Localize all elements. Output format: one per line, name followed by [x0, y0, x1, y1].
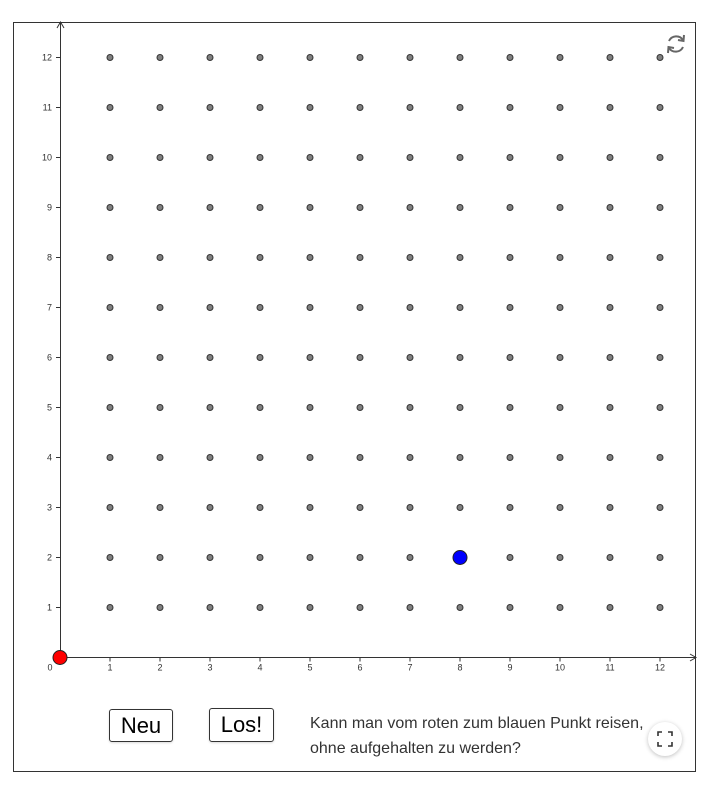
lattice-point	[457, 205, 463, 211]
lattice-point	[207, 255, 213, 261]
lattice-point	[607, 55, 613, 61]
lattice-point	[257, 505, 263, 511]
lattice-point	[657, 355, 663, 361]
lattice-point	[557, 155, 563, 161]
lattice-point	[607, 305, 613, 311]
x-tick-label: 3	[207, 662, 213, 673]
lattice-point	[307, 455, 313, 461]
axis-ticks	[42, 53, 665, 673]
lattice-point	[207, 355, 213, 361]
y-tick-label: 8	[46, 252, 52, 263]
lattice-point	[507, 605, 513, 611]
blue-point[interactable]	[453, 551, 467, 565]
lattice-point	[157, 155, 163, 161]
lattice-point	[307, 255, 313, 261]
lattice-point	[207, 105, 213, 111]
lattice-point	[107, 55, 113, 61]
lattice-point	[507, 255, 513, 261]
y-tick-label: 6	[46, 352, 52, 363]
lattice-point	[107, 505, 113, 511]
lattice-point	[207, 305, 213, 311]
lattice-point	[457, 355, 463, 361]
lattice-point	[407, 305, 413, 311]
lattice-point	[207, 155, 213, 161]
lattice-point	[107, 355, 113, 361]
lattice-point	[307, 355, 313, 361]
x-tick-label: 2	[157, 662, 163, 673]
lattice-point	[507, 555, 513, 561]
lattice-point	[557, 205, 563, 211]
lattice-point	[457, 55, 463, 61]
lattice-point	[307, 505, 313, 511]
lattice-point	[307, 405, 313, 411]
lattice-point	[657, 555, 663, 561]
lattice-point	[257, 555, 263, 561]
lattice-point	[657, 405, 663, 411]
lattice-point	[607, 205, 613, 211]
lattice-point	[507, 355, 513, 361]
lattice-point	[357, 305, 363, 311]
reset-icon[interactable]	[664, 32, 688, 56]
lattice-point	[407, 255, 413, 261]
lattice-point	[107, 155, 113, 161]
lattice-point	[257, 455, 263, 461]
lattice-point	[257, 255, 263, 261]
lattice-point	[457, 455, 463, 461]
lattice-point	[507, 305, 513, 311]
x-tick-label: 10	[554, 662, 566, 673]
lattice-point	[357, 105, 363, 111]
lattice-point	[307, 305, 313, 311]
lattice-point	[107, 555, 113, 561]
lattice-point	[557, 555, 563, 561]
lattice-point	[507, 105, 513, 111]
x-tick-label: 12	[654, 662, 666, 673]
lattice-point	[657, 255, 663, 261]
lattice-point	[457, 505, 463, 511]
lattice-point	[557, 255, 563, 261]
lattice-point	[357, 455, 363, 461]
lattice-point	[507, 55, 513, 61]
lattice-point	[357, 555, 363, 561]
lattice-point	[157, 355, 163, 361]
lattice-point	[657, 305, 663, 311]
lattice-point	[657, 505, 663, 511]
y-tick-label: 10	[41, 152, 52, 163]
y-tick-label: 3	[46, 502, 52, 513]
lattice-point	[257, 105, 263, 111]
lattice-point	[407, 55, 413, 61]
lattice-point	[107, 105, 113, 111]
lattice-point	[107, 255, 113, 261]
y-tick-label: 11	[42, 102, 52, 113]
x-tick-label: 5	[307, 662, 313, 673]
lattice-point	[207, 205, 213, 211]
lattice-point	[257, 405, 263, 411]
x-tick-label: 9	[507, 662, 513, 673]
lattice-point	[157, 205, 163, 211]
lattice-point	[657, 55, 663, 61]
lattice-point	[557, 355, 563, 361]
lattice-point	[607, 505, 613, 511]
lattice-point	[607, 455, 613, 461]
lattice-point	[457, 605, 463, 611]
lattice-point	[157, 105, 163, 111]
lattice-point	[157, 255, 163, 261]
x-tick-label: 1	[107, 662, 113, 673]
lattice-point	[357, 355, 363, 361]
y-tick-label: 2	[46, 552, 52, 563]
lattice-point	[157, 605, 163, 611]
lattice-point	[657, 605, 663, 611]
new-button[interactable]: Neu	[109, 709, 173, 742]
lattice-point	[107, 405, 113, 411]
lattice-point	[557, 305, 563, 311]
lattice-point	[357, 55, 363, 61]
red-point[interactable]	[53, 651, 67, 665]
y-tick-label: 9	[46, 202, 52, 213]
lattice-point	[257, 55, 263, 61]
x-tick-label: 6	[357, 662, 363, 673]
y-tick-label: 1	[46, 602, 52, 613]
question-line-1: Kann man vom roten zum blauen Punkt reisen,	[310, 715, 644, 732]
lattice-point	[607, 255, 613, 261]
lattice-point	[657, 105, 663, 111]
lattice-point	[407, 405, 413, 411]
lattice-point	[157, 405, 163, 411]
lattice-point	[157, 505, 163, 511]
lattice-point	[607, 405, 613, 411]
lattice-point	[257, 205, 263, 211]
lattice-point	[507, 155, 513, 161]
lattice-point	[307, 105, 313, 111]
lattice-point	[357, 505, 363, 511]
lattice-point	[307, 205, 313, 211]
fullscreen-icon	[657, 731, 673, 747]
lattice-point	[207, 555, 213, 561]
lattice-point	[407, 155, 413, 161]
x-tick-label: 7	[407, 662, 413, 673]
go-button[interactable]: Los!	[209, 708, 274, 742]
fullscreen-button[interactable]	[648, 722, 682, 756]
lattice-point	[207, 605, 213, 611]
lattice-point	[157, 555, 163, 561]
lattice-point	[507, 205, 513, 211]
lattice-point	[507, 505, 513, 511]
lattice-point	[407, 205, 413, 211]
question-line-2: ohne aufgehalten zu werden?	[310, 740, 521, 757]
lattice-point	[557, 455, 563, 461]
lattice-point	[507, 455, 513, 461]
lattice-point	[407, 105, 413, 111]
lattice-point	[107, 305, 113, 311]
lattice-point	[457, 105, 463, 111]
question-text	[310, 711, 655, 761]
y-tick-label: 7	[46, 302, 52, 313]
y-tick-label: 12	[41, 52, 52, 63]
lattice-point	[407, 505, 413, 511]
lattice-point	[207, 505, 213, 511]
lattice-point	[257, 305, 263, 311]
lattice-point	[607, 355, 613, 361]
lattice-point	[557, 605, 563, 611]
lattice-points	[107, 55, 663, 611]
y-tick-label: 5	[46, 402, 52, 413]
lattice-point	[307, 605, 313, 611]
lattice-point	[107, 205, 113, 211]
lattice-point	[607, 155, 613, 161]
lattice-point	[407, 555, 413, 561]
lattice-point	[657, 155, 663, 161]
y-tick-label: 4	[46, 452, 52, 463]
lattice-point	[207, 405, 213, 411]
lattice-point	[357, 155, 363, 161]
lattice-point	[257, 155, 263, 161]
x-tick-label: 4	[257, 662, 263, 673]
lattice-point	[457, 405, 463, 411]
lattice-point	[207, 455, 213, 461]
lattice-point	[657, 205, 663, 211]
lattice-point	[507, 405, 513, 411]
lattice-point	[557, 55, 563, 61]
lattice-point	[307, 155, 313, 161]
lattice-point	[357, 605, 363, 611]
lattice-point	[107, 455, 113, 461]
lattice-point	[207, 55, 213, 61]
lattice-point	[157, 455, 163, 461]
lattice-point	[357, 255, 363, 261]
lattice-point	[407, 455, 413, 461]
lattice-point	[307, 55, 313, 61]
x-tick-label: 0	[47, 662, 53, 673]
lattice-point	[557, 405, 563, 411]
lattice-point	[357, 205, 363, 211]
lattice-point	[307, 555, 313, 561]
lattice-point	[457, 305, 463, 311]
lattice-point	[257, 605, 263, 611]
lattice-point	[457, 155, 463, 161]
lattice-point	[357, 405, 363, 411]
lattice-point	[407, 355, 413, 361]
lattice-point	[257, 355, 263, 361]
lattice-point	[557, 105, 563, 111]
lattice-point	[457, 255, 463, 261]
lattice-point	[607, 555, 613, 561]
lattice-point	[157, 55, 163, 61]
x-tick-label: 8	[457, 662, 463, 673]
lattice-point	[607, 105, 613, 111]
lattice-point	[557, 505, 563, 511]
lattice-point	[157, 305, 163, 311]
lattice-point	[407, 605, 413, 611]
axes	[57, 22, 696, 661]
lattice-point	[107, 605, 113, 611]
lattice-point	[657, 455, 663, 461]
lattice-point	[607, 605, 613, 611]
x-tick-label: 11	[605, 662, 615, 673]
